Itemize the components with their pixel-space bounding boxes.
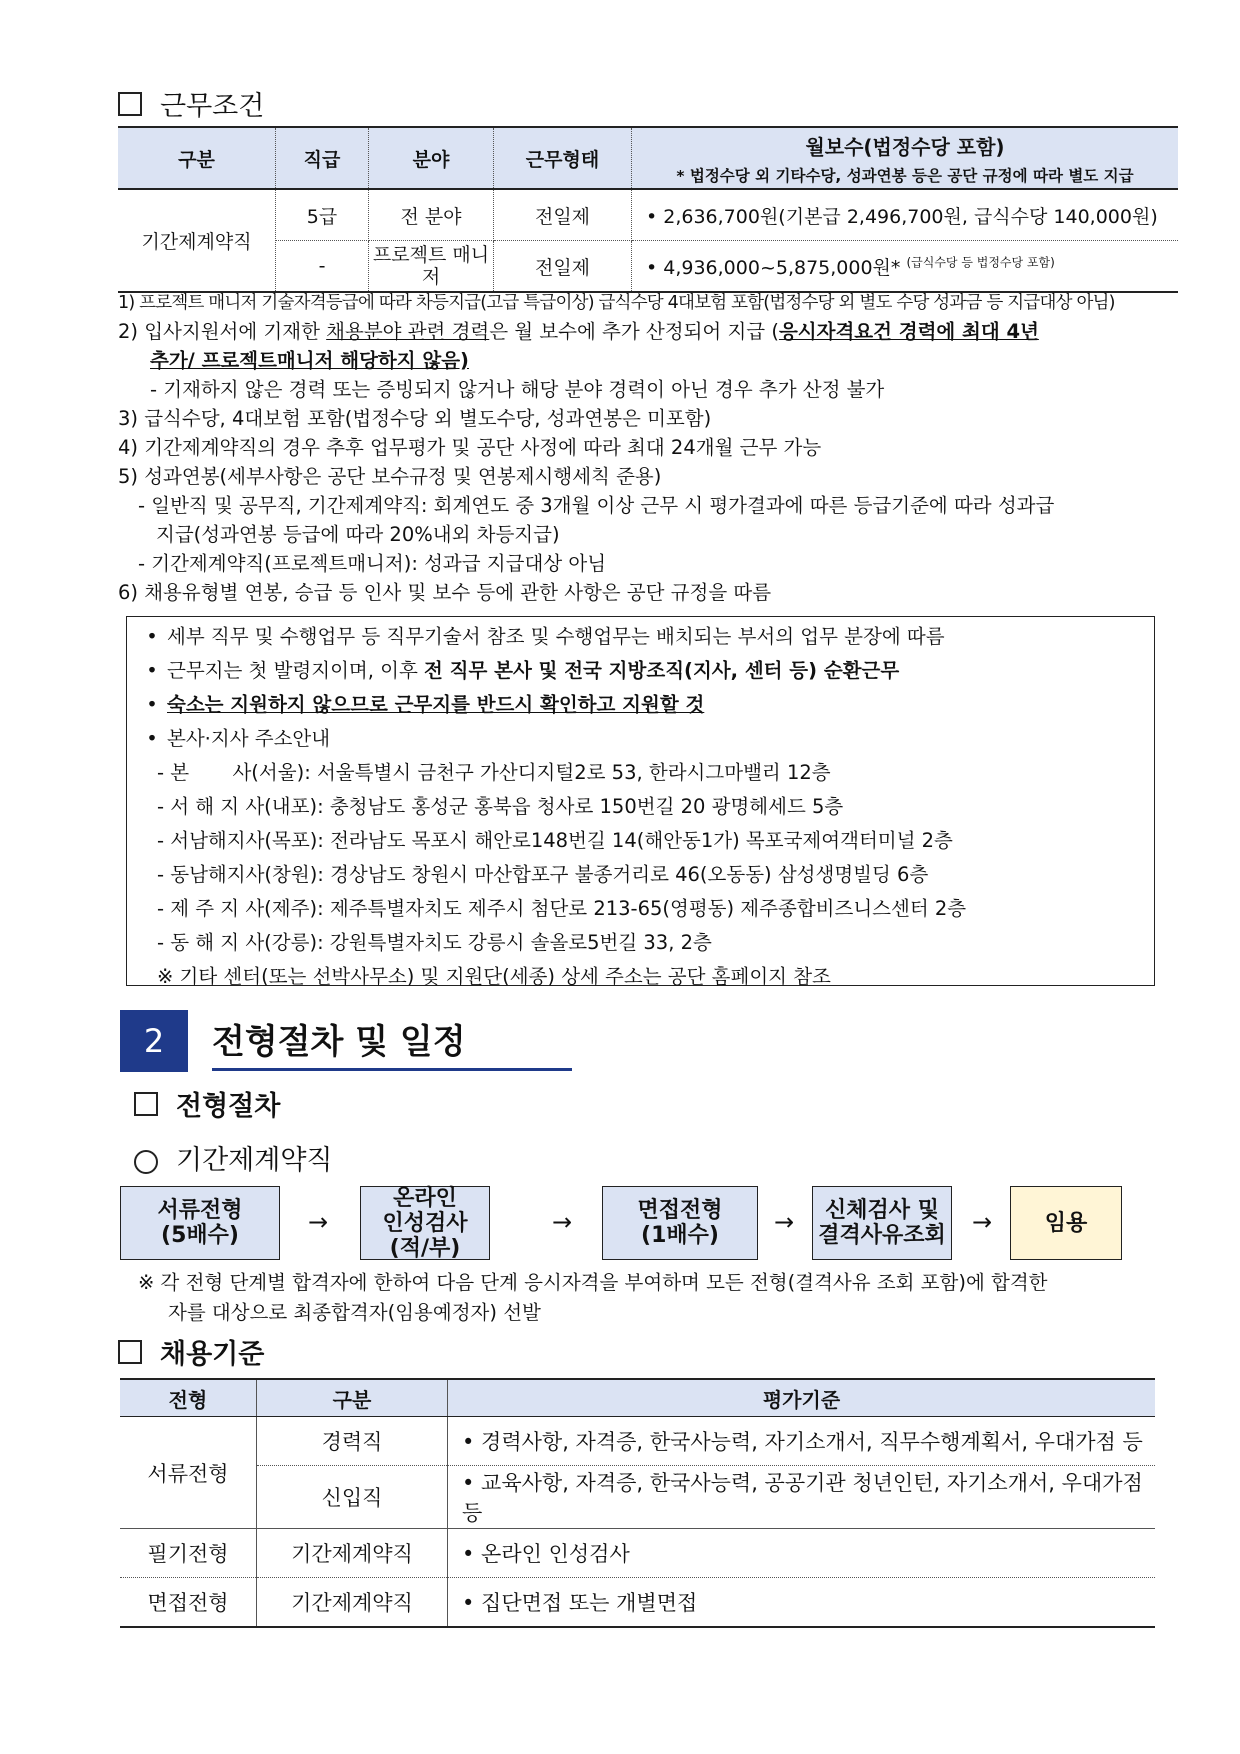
notice-bullet-2: • 근무지는 첫 발령지이며, 이후 전 직무 본사 및 전국 지방조직(지사, 센터 등) 순환근무 xyxy=(146,659,900,682)
field-cell: 프로젝트 매니저 xyxy=(369,241,494,293)
note-5: 5) 성과연봉(세부사항은 공단 보수규정 및 연봉제시행세칙 준용) xyxy=(118,465,662,488)
address-hq: - 본 사(서울): 서울특별시 금천구 가산디지털2로 53, 한라시그마밸리 12층 xyxy=(157,761,831,784)
address-remark: ※ 기타 센터(또는 선박사무소) 및 지원단(세종) 상세 주소는 공단 홈페이지 참조 xyxy=(157,965,831,988)
arrow-icon: → xyxy=(552,1208,573,1236)
procedure-note-cont: 자를 대상으로 최종합격자(임용예정자) 선발 xyxy=(168,1301,541,1324)
field-cell: 전 분야 xyxy=(369,189,494,241)
col-header-criteria: 평가기준 xyxy=(448,1379,1156,1417)
checkbox-square-icon xyxy=(118,1340,142,1364)
criteria-cell: • 집단면접 또는 개별면접 xyxy=(448,1578,1156,1628)
step-appointment: 임용 xyxy=(1010,1186,1122,1260)
col-header-field: 분야 xyxy=(369,127,494,189)
address-jeju: - 제 주 지 사(제주): 제주특별자치도 제주시 첨단로 213-65(영평동) 제주종합비즈니스센터 2층 xyxy=(157,897,967,920)
criteria-cell: • 온라인 인성검사 xyxy=(448,1529,1156,1578)
col-header-pay xyxy=(632,127,1179,189)
col-header-category: 구분 xyxy=(118,127,276,189)
grade-cell: 5급 xyxy=(276,189,369,241)
checkbox-square-icon xyxy=(118,92,142,116)
circle-bullet-icon xyxy=(134,1150,158,1174)
kind-cell: 기간제계약직 xyxy=(257,1578,448,1628)
step-physical-exam: 신체검사 및 결격사유조회 xyxy=(812,1186,952,1260)
note-5-sub-2: - 기간제계약직(프로젝트매니저): 성과급 지급대상 아님 xyxy=(138,552,607,575)
procedure-heading: 전형절차 xyxy=(134,1084,280,1123)
step-interview: 면접전형 (1배수) xyxy=(602,1186,758,1260)
stage-cell: 필기전형 xyxy=(120,1529,257,1578)
pay-note: (급식수당 등 법정수당 포함) xyxy=(906,255,1055,270)
worktype-cell: 전일제 xyxy=(494,189,632,241)
arrow-icon: → xyxy=(774,1208,795,1236)
section-title: 전형절차 및 일정 xyxy=(212,1022,466,1062)
grade-cell: - xyxy=(276,241,369,293)
work-conditions-heading: 근무조건 xyxy=(118,84,264,123)
note-3: 3) 급식수당, 4대보험 포함(법정수당 외 별도수당, 성과연봉은 미포함) xyxy=(118,407,712,430)
procedure-note: ※ 각 전형 단계별 합격자에 한하여 다음 단계 응시자격을 부여하며 모든 전형(결격사유 조회 포함)에 합격한 xyxy=(138,1271,1048,1294)
notice-bullet-4: • 본사·지사 주소안내 xyxy=(146,727,331,750)
section-number-badge: 2 xyxy=(120,1010,188,1072)
note-5-sub-1: - 일반직 및 공무직, 기간제계약직: 회계연도 중 3개월 이상 근무 시 평가결과에 따른 등급기준에 따라 성과급 xyxy=(138,494,1055,517)
notice-bullet-1: • 세부 직무 및 수행업무 등 직무기술서 참조 및 수행업무는 배치되는 부서의 업무 분장에 따름 xyxy=(146,625,945,648)
pay-cell: • 4,936,000~5,875,000원* $^{(급식수당 등 법정수당 포함)}$ xyxy=(632,241,1179,293)
pay-subheader: * 법정수당 외 기타수당, 성과연봉 등은 공단 규정에 따라 별도 지급 xyxy=(676,166,1134,185)
step-document-screening: 서류전형 (5배수) xyxy=(120,1186,280,1260)
stage-cell: 면접전형 xyxy=(120,1578,257,1628)
criteria-table xyxy=(120,1378,1155,1628)
note-6: 6) 채용유형별 연봉, 승급 등 인사 및 보수 등에 관한 사항은 공단 규정을 따름 xyxy=(118,581,772,604)
section-title-underline xyxy=(212,1068,572,1071)
worktype-cell: 전일제 xyxy=(494,241,632,293)
address-west: - 서 해 지 사(내포): 충청남도 홍성군 홍북읍 청사로 150번길 20 광명헤세드 5층 xyxy=(157,795,844,818)
address-southwest: - 서남해지사(목포): 전라남도 목포시 해안로148번길 14(해안동1가) 목포국제여객터미널 2층 xyxy=(157,829,953,852)
col-header-worktype: 근무형태 xyxy=(494,127,632,189)
pay-cell: • 2,636,700원(기본급 2,496,700원, 급식수당 140,000원) xyxy=(632,189,1179,241)
criteria-heading: 채용기준 xyxy=(118,1332,264,1371)
checkbox-square-icon xyxy=(134,1092,158,1116)
kind-cell: 기간제계약직 xyxy=(257,1529,448,1578)
arrow-icon: → xyxy=(308,1208,329,1236)
notice-bullet-3: • 숙소는 지원하지 않으므로 근무지를 반드시 확인하고 지원할 것 xyxy=(146,693,705,716)
note-4: 4) 기간제계약직의 경우 추후 업무평가 및 공단 사정에 따라 최대 24개월 근무 가능 xyxy=(118,436,822,459)
note-1: 1) 프로젝트 매니저 기술자격등급에 따라 차등지급(고급 특급이상) 급식수당 4대보험 포함(법정수당 외 별도 수당 성과금 등 지급대상 아님) xyxy=(118,293,1115,313)
step-online-personality-test: 온라인 인성검사 (적/부) xyxy=(360,1186,490,1260)
note-5-sub-1-cont: 지급(성과연봉 등급에 따라 20%내외 차등지급) xyxy=(156,523,560,546)
criteria-cell: • 교육사항, 자격증, 한국사능력, 공공기관 청년인턴, 자기소개서, 우대가점 등 xyxy=(448,1466,1156,1529)
note-2: 2) 입사지원서에 기재한 채용분야 관련 경력은 월 보수에 추가 산정되어 지급 (응시자격요건 경력에 최대 4년 xyxy=(118,320,1039,343)
procedure-subheading: 기간제계약직 xyxy=(134,1138,333,1177)
arrow-icon: → xyxy=(972,1208,993,1236)
col-header-grade: 직급 xyxy=(276,127,369,189)
criteria-cell: • 경력사항, 자격증, 한국사능력, 자기소개서, 직무수행계획서, 우대가점 등 xyxy=(448,1417,1156,1466)
col-header-kind: 구분 xyxy=(257,1379,448,1417)
address-southeast: - 동남해지사(창원): 경상남도 창원시 마산합포구 불종거리로 46(오동동) 삼성생명빌딩 6층 xyxy=(157,863,929,886)
kind-cell: 신입직 xyxy=(257,1466,448,1529)
note-2-sub: - 기재하지 않은 경력 또는 증빙되지 않거나 해당 분야 경력이 아닌 경우 추가 산정 불가 xyxy=(150,378,885,401)
stage-cell: 서류전형 xyxy=(120,1417,257,1529)
notice-box xyxy=(126,616,1155,986)
col-header-stage: 전형 xyxy=(120,1379,257,1417)
kind-cell: 경력직 xyxy=(257,1417,448,1466)
note-2-cont: 추가/ 프로젝트매니저 해당하지 않음) xyxy=(150,349,469,372)
category-cell: 기간제계약직 xyxy=(118,189,276,292)
pay-header: 월보수(법정수당 포함) xyxy=(805,134,1005,159)
work-conditions-table xyxy=(118,126,1178,293)
address-east: - 동 해 지 사(강릉): 강원특별자치도 강릉시 솔올로5번길 33, 2층 xyxy=(157,931,712,954)
